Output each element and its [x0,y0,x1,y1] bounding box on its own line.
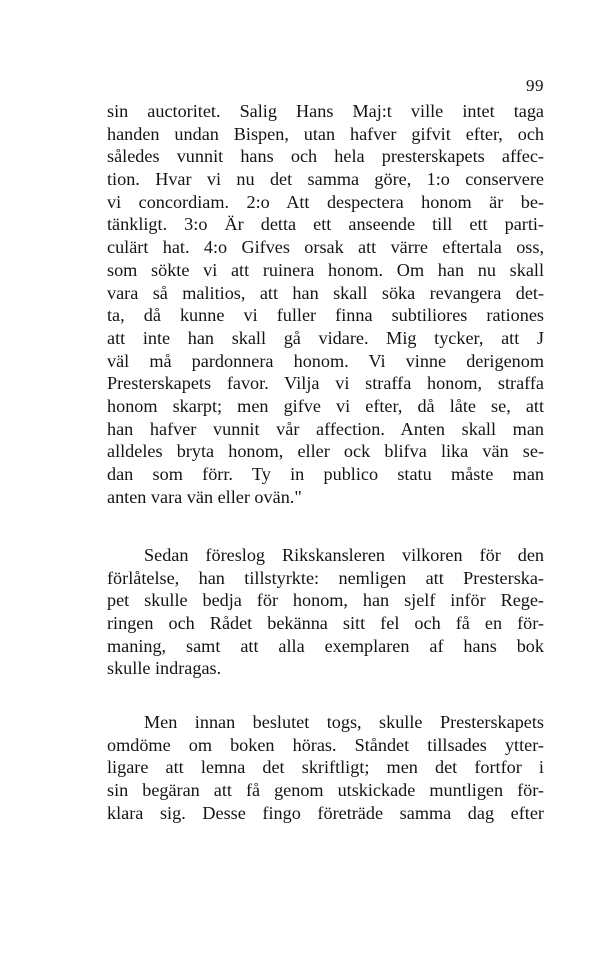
text-line: klara sig. Desse fingo företräde samma dag efter [107,802,544,823]
paragraph-2 [107,544,544,680]
text-line: tänkligt. 3:o Är detta ett anseende till ett parti- [107,214,544,235]
text-line: förlåtelse, han tillstyrkte: nemligen att Presterska- [107,567,544,588]
text-line: culärt hat. 4:o Gifves orsak att värre eftertala oss, [107,237,544,258]
text-line: som sökte vi att ruinera honom. Om han nu skall [107,259,544,280]
text-line: skulle indragas. [107,658,222,679]
page-number: 99 [526,76,544,95]
text-line: sin auctoritet. Salig Hans Maj:t ville intet taga [107,101,544,121]
text-line: ligare att lemna det skriftligt; men det fortfor i [107,757,544,778]
text-line: dan som förr. Ty in publico statu måste man [107,464,544,484]
paragraph-3 [107,711,544,824]
text-line: ta, då kunne vi fuller finna subtiliores rationes [107,305,544,326]
text-line: vara så malitios, att han skall söka revangera det- [107,282,544,303]
text-line: han hafver vunnit vår affection. Anten skall man [107,418,544,439]
text-line: vi concordiam. 2:o Att despectera honom är be- [107,191,544,212]
text-line: ringen och Rådet bekänna sitt fel och få en för- [107,613,544,634]
text-line: honom skarpt; men gifve vi efter, då låte se, att [107,395,544,416]
text-line: att inte han skall gå vidare. Mig tycker, att J [107,327,544,348]
text-line: väl må pardonnera honom. Vi vinne derigenom [107,350,544,371]
text-line: Presterskapets favor. Vilja vi straffa honom, straffa [107,373,544,394]
text-line: maning, samt att alla exemplaren af hans bok [107,635,544,656]
text-line: tion. Hvar vi nu det samma göre, 1:o conservere [107,169,544,190]
text-line: Men innan beslutet togs, skulle Presterskapets [144,712,544,732]
text-line: anten vara vän eller ovän." [107,486,302,507]
text-line: omdöme om boken höras. Ståndet tillsades ytter- [107,734,544,755]
paragraph-1 [107,100,544,508]
text-line: alldeles bryta honom, eller ock blifva lika vän se- [107,441,544,462]
text-line: sin begäran att få genom utskickade muntligen för- [107,780,544,801]
text-line: handen undan Bispen, utan hafver gifvit efter, och [107,123,544,144]
text-line: Sedan föreslog Rikskansleren vilkoren för den [144,545,544,565]
text-line: således vunnit hans och hela presterskapets affec- [107,146,544,167]
text-line: pet skulle bedja för honom, han sjelf inför Rege- [107,590,544,611]
